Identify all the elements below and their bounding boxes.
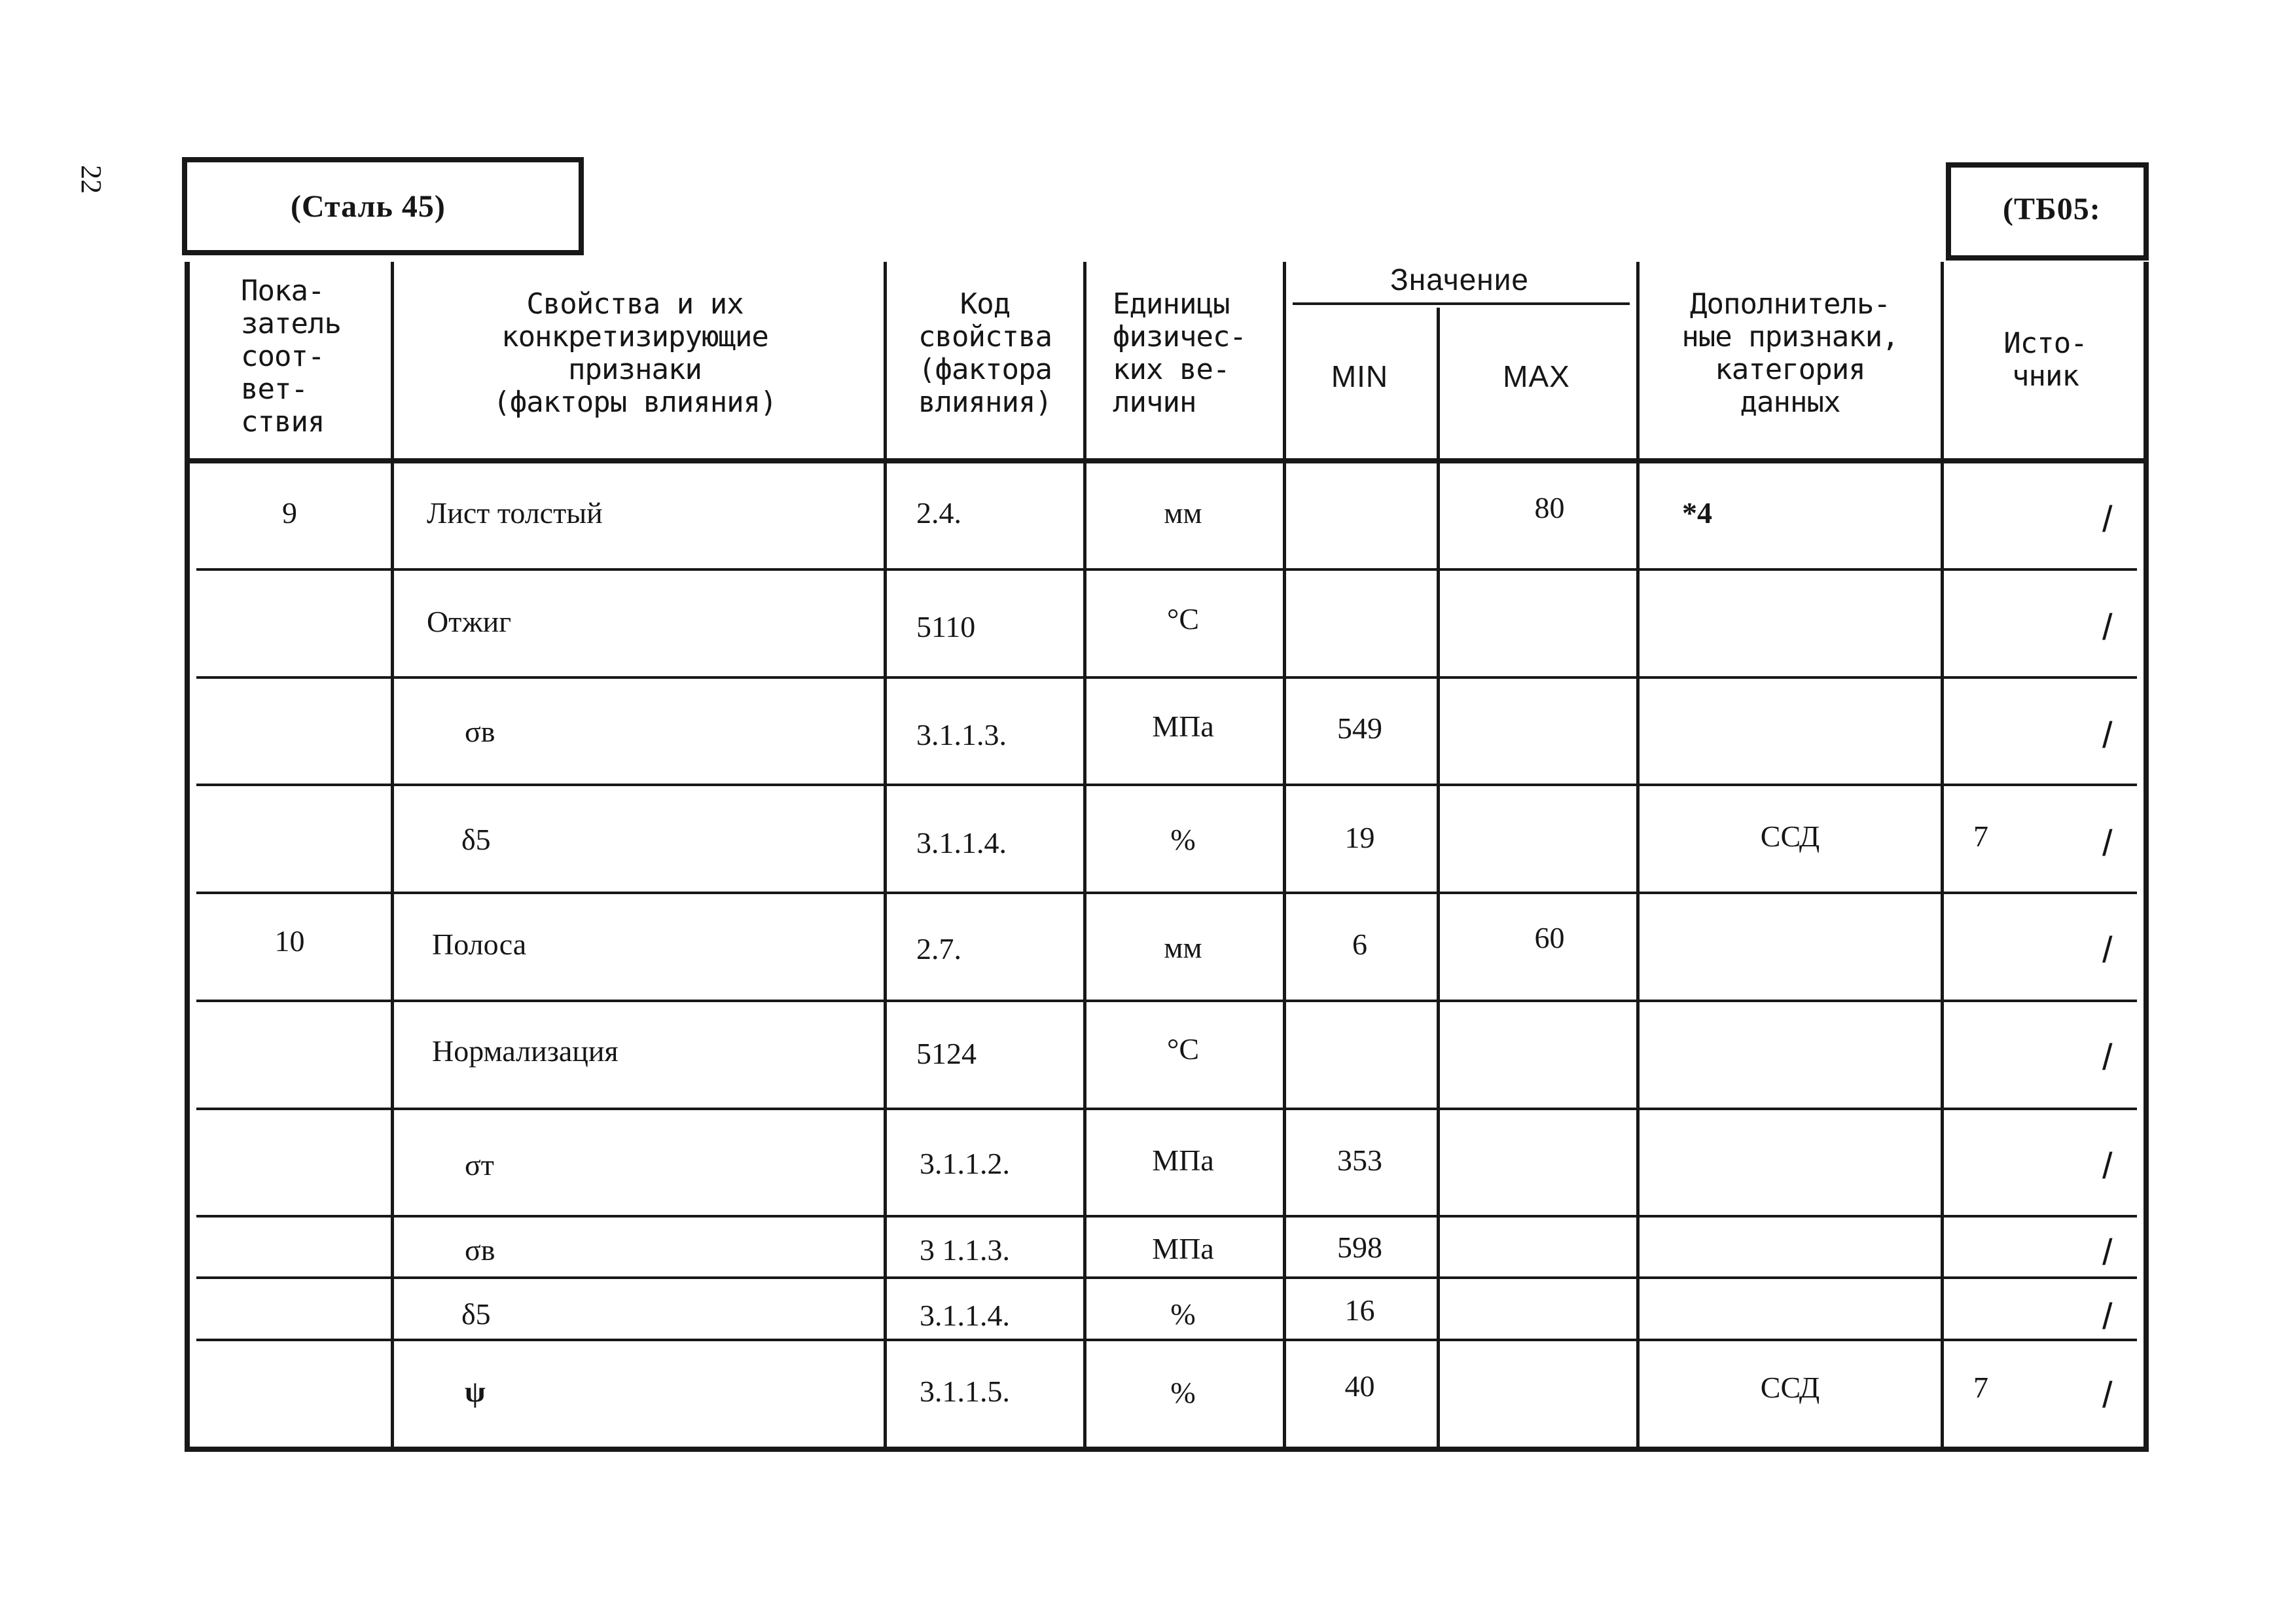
title-box-right-border [579,157,584,255]
unit-cell: % [1170,1297,1196,1331]
header-code: Код свойства (фактора влияния) [918,287,1052,419]
property-cell: Отжиг [427,605,512,638]
material-title: (Сталь 45) [291,189,446,224]
min-cell: 16 [1344,1293,1375,1327]
row-rule-7 [196,1215,2137,1218]
property-cell: Лист толстый [427,496,603,530]
col-border-4 [1283,262,1286,1452]
source-slash: / [2102,1231,2113,1272]
source-slash: / [2102,929,2113,970]
property-cell: σв [465,1233,495,1267]
code-box-top-border [1946,162,2149,168]
property-cell: Нормализация [432,1034,619,1068]
source-slash: / [2102,714,2113,755]
header-units: Единицы физичес- ких ве- личин [1113,287,1246,419]
row-rule-5 [196,1000,2137,1002]
unit-cell: % [1170,1376,1196,1409]
source-slash: / [2102,1374,2113,1415]
table-bottom-rule [185,1447,2149,1452]
min-cell: 40 [1344,1369,1375,1403]
header-max: MAX [1503,359,1570,393]
unit-cell: МПа [1152,710,1214,743]
page-number: 22 [75,165,107,194]
source-slash: / [2102,1145,2113,1186]
row-rule-3 [196,784,2137,786]
indicator-cell: 9 [282,496,297,530]
code-cell: 2.4. [916,496,961,530]
code-box-right-border [2144,162,2149,261]
row-rule-9 [196,1339,2137,1341]
source-slash: / [2102,822,2113,863]
property-cell: σв [465,715,495,748]
source-slash: / [2102,1036,2113,1077]
col-border-2 [884,262,887,1452]
code-cell: 5124 [916,1037,977,1070]
code-cell: 3.1.1.4. [916,826,1007,859]
property-cell: δ5 [461,823,491,856]
col-border-right [2144,262,2149,1452]
code-cell: 3.1.1.3. [916,718,1007,751]
min-cell: 6 [1352,928,1367,961]
header-properties: Свойства и их конкретизирующие признаки (факторы влияния) [493,287,777,419]
row-rule-4 [196,892,2137,894]
property-cell: σт [465,1148,494,1182]
code-box-left-border [1946,162,1951,261]
unit-cell: °C [1166,1032,1200,1066]
code-cell: 3 1.1.3. [920,1233,1010,1267]
code-cell: 5110 [916,610,976,643]
code-cell: 2.7. [916,932,961,965]
indicator-cell: 10 [274,924,305,958]
property-cell: Полоса [432,928,527,961]
unit-cell: % [1170,823,1196,856]
unit-cell: мм [1164,931,1202,964]
property-cell: δ5 [461,1297,491,1331]
source-slash: / [2102,498,2113,539]
max-cell: 60 [1534,921,1565,954]
additional-cell: ССД [1760,820,1820,853]
col-border-5 [1437,308,1440,1452]
unit-cell: МПа [1152,1144,1214,1177]
row-rule-2 [196,676,2137,679]
min-cell: 19 [1344,821,1375,854]
min-cell: 353 [1337,1144,1382,1177]
source-slash: / [2102,1295,2113,1337]
unit-cell: мм [1164,496,1202,530]
header-value: Значение [1390,262,1529,297]
col-border-1 [391,262,394,1452]
header-indicator: Пока- затель соот- вет- ствия [241,274,341,439]
value-group-rule [1293,302,1630,305]
header-additional: Дополнитель- ные признаки, категория данных [1681,287,1899,419]
additional-cell: *4 [1682,496,1712,530]
source-cell: 7 [1973,1371,1988,1404]
unit-cell: °C [1166,602,1200,636]
property-cell: ψ [465,1375,486,1408]
code-title: (ТБ05: [2003,192,2101,226]
col-border-7 [1941,262,1944,1452]
code-box-bottom-border [1946,255,2149,261]
row-rule-6 [196,1108,2137,1110]
max-cell: 80 [1534,491,1565,524]
row-rule-8 [196,1276,2137,1279]
title-box-bottom-border [182,250,583,255]
source-cell: 7 [1973,820,1988,853]
min-cell: 598 [1337,1231,1382,1264]
col-border-left [185,262,190,1452]
min-cell: 549 [1337,712,1382,745]
source-slash: / [2102,606,2113,647]
title-box-left-border [182,157,187,255]
header-min: MIN [1331,359,1389,393]
row-rule-1 [196,568,2137,571]
code-cell: 3.1.1.4. [920,1299,1010,1332]
col-border-6 [1636,262,1640,1452]
header-source: Исто- чник [2003,327,2087,393]
unit-cell: МПа [1152,1232,1214,1265]
code-cell: 3.1.1.5. [920,1375,1010,1408]
title-box-top-border [182,157,583,162]
code-cell: 3.1.1.2. [920,1147,1010,1180]
additional-cell: ССД [1760,1371,1820,1404]
header-bottom-rule [185,458,2149,463]
